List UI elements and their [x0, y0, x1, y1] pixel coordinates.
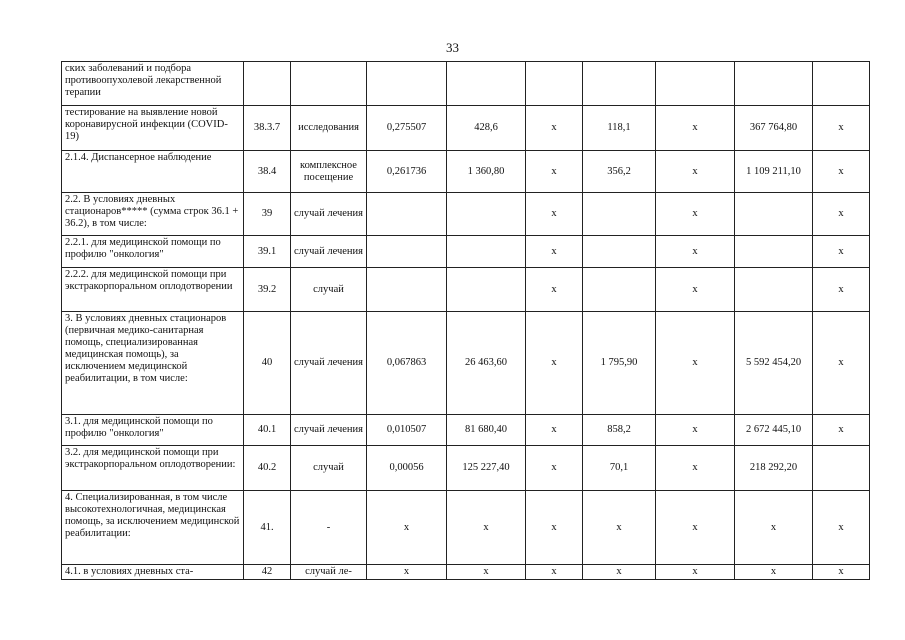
cell-col-x-3: x [813, 565, 870, 580]
cell-volume-norm [367, 62, 447, 106]
cell-col-x-2: x [656, 268, 735, 312]
cell-col-x-3: x [813, 151, 870, 193]
cell-volume-norm [367, 193, 447, 236]
cell-row-code: 38.3.7 [244, 106, 291, 151]
cell-volume-norm: 0,067863 [367, 312, 447, 415]
cell-volume-norm: x [367, 491, 447, 565]
cell-col-x-3: x [813, 491, 870, 565]
cell-per-capita-norm [583, 62, 656, 106]
cell-total-cost [735, 268, 813, 312]
cell-col-x-3: x [813, 415, 870, 446]
cell-service-name: 2.2.2. для медицинской помощи при экстракорпоральном оплодотворении [62, 268, 244, 312]
table-row [62, 415, 870, 446]
cell-service-name: 3. В условиях дневных стационаров (первичная медико-санитарная помощь, специализированная медицинская помощь), за исключением медицинской реабилитации, в том числе: [62, 312, 244, 415]
cell-cost-norm: x [447, 491, 526, 565]
cell-total-cost [735, 62, 813, 106]
cell-volume-norm: 0,00056 [367, 446, 447, 491]
cell-per-capita-norm: 118,1 [583, 106, 656, 151]
cell-row-code: 41. [244, 491, 291, 565]
cell-col-x-1: x [526, 491, 583, 565]
table-row [62, 565, 870, 580]
cell-unit: комплексное посещение [291, 151, 367, 193]
cell-col-x-1: x [526, 106, 583, 151]
cell-per-capita-norm: 1 795,90 [583, 312, 656, 415]
cell-unit: - [291, 491, 367, 565]
cell-cost-norm: 81 680,40 [447, 415, 526, 446]
cell-row-code: 39 [244, 193, 291, 236]
cell-unit: случай лечения [291, 415, 367, 446]
cell-col-x-2: x [656, 151, 735, 193]
cell-service-name: ских заболеваний и подбора противоопухолевой лекарственной терапии [62, 62, 244, 106]
cell-col-x-1: x [526, 236, 583, 268]
cell-col-x-3: x [813, 268, 870, 312]
cell-col-x-2: x [656, 565, 735, 580]
cell-total-cost: 5 592 454,20 [735, 312, 813, 415]
table-body [62, 62, 870, 580]
cell-col-x-2: x [656, 236, 735, 268]
cell-total-cost: x [735, 565, 813, 580]
table-row [62, 193, 870, 236]
cell-col-x-1: x [526, 151, 583, 193]
cell-unit: случай лечения [291, 312, 367, 415]
cell-per-capita-norm: x [583, 491, 656, 565]
page-number: 33 [446, 40, 459, 55]
cell-col-x-1: x [526, 415, 583, 446]
cell-cost-norm: 428,6 [447, 106, 526, 151]
cell-per-capita-norm: 356,2 [583, 151, 656, 193]
cell-col-x-1: x [526, 565, 583, 580]
tariff-table [61, 61, 870, 580]
cell-volume-norm [367, 268, 447, 312]
cell-total-cost: x [735, 491, 813, 565]
cell-col-x-2: x [656, 312, 735, 415]
cell-service-name: 2.1.4. Диспансерное наблюдение [62, 151, 244, 193]
cell-total-cost [735, 236, 813, 268]
table-row [62, 491, 870, 565]
cell-total-cost [735, 193, 813, 236]
cell-service-name: 2.2. В условиях дневных стационаров***** (сумма строк 36.1 + 36.2), в том числе: [62, 193, 244, 236]
table-row [62, 62, 870, 106]
cell-per-capita-norm [583, 268, 656, 312]
cell-unit [291, 62, 367, 106]
cell-cost-norm: x [447, 565, 526, 580]
cell-row-code: 42 [244, 565, 291, 580]
cell-col-x-2: x [656, 446, 735, 491]
cell-row-code: 40.1 [244, 415, 291, 446]
table-row [62, 236, 870, 268]
cell-col-x-3: x [813, 193, 870, 236]
cell-cost-norm: 26 463,60 [447, 312, 526, 415]
cell-service-name: 4. Специализированная, в том числе высокотехнологичная, медицинская помощь, за исключением медицинской реабилитации: [62, 491, 244, 565]
cell-service-name: 2.2.1. для медицинской помощи по профилю "онкология" [62, 236, 244, 268]
cell-row-code [244, 62, 291, 106]
cell-row-code: 40.2 [244, 446, 291, 491]
cell-cost-norm [447, 62, 526, 106]
cell-service-name: 3.1. для медицинской помощи по профилю "онкология" [62, 415, 244, 446]
cell-total-cost: 218 292,20 [735, 446, 813, 491]
cell-unit: случай лечения [291, 193, 367, 236]
cell-unit: исследования [291, 106, 367, 151]
cell-col-x-3 [813, 62, 870, 106]
cell-service-name: 3.2. для медицинской помощи при экстракорпоральном оплодотворении: [62, 446, 244, 491]
cell-unit: случай ле- [291, 565, 367, 580]
cell-col-x-3: x [813, 106, 870, 151]
cell-total-cost: 1 109 211,10 [735, 151, 813, 193]
cell-service-name: 4.1. в условиях дневных ста- [62, 565, 244, 580]
cell-total-cost: 367 764,80 [735, 106, 813, 151]
cell-service-name: тестирование на выявление новой коронавирусной инфекции (COVID-19) [62, 106, 244, 151]
cell-col-x-1: x [526, 268, 583, 312]
table-row [62, 151, 870, 193]
cell-row-code: 39.1 [244, 236, 291, 268]
cell-volume-norm: x [367, 565, 447, 580]
cell-col-x-2: x [656, 491, 735, 565]
table-row [62, 268, 870, 312]
cell-unit: случай [291, 446, 367, 491]
table-row [62, 106, 870, 151]
table-row [62, 446, 870, 491]
cell-col-x-2 [656, 62, 735, 106]
cell-unit: случай [291, 268, 367, 312]
cell-cost-norm: 1 360,80 [447, 151, 526, 193]
cell-col-x-3 [813, 446, 870, 491]
cell-volume-norm [367, 236, 447, 268]
cell-unit: случай лечения [291, 236, 367, 268]
cell-col-x-3: x [813, 312, 870, 415]
cell-volume-norm: 0,010507 [367, 415, 447, 446]
cell-volume-norm: 0,261736 [367, 151, 447, 193]
cell-cost-norm [447, 268, 526, 312]
cell-cost-norm [447, 236, 526, 268]
cell-col-x-2: x [656, 193, 735, 236]
cell-col-x-1 [526, 62, 583, 106]
cell-row-code: 40 [244, 312, 291, 415]
cell-cost-norm: 125 227,40 [447, 446, 526, 491]
cell-cost-norm [447, 193, 526, 236]
cell-per-capita-norm: 70,1 [583, 446, 656, 491]
cell-per-capita-norm [583, 236, 656, 268]
cell-col-x-2: x [656, 415, 735, 446]
cell-col-x-1: x [526, 193, 583, 236]
cell-col-x-2: x [656, 106, 735, 151]
cell-per-capita-norm: 858,2 [583, 415, 656, 446]
cell-per-capita-norm: x [583, 565, 656, 580]
cell-volume-norm: 0,275507 [367, 106, 447, 151]
cell-row-code: 38.4 [244, 151, 291, 193]
cell-row-code: 39.2 [244, 268, 291, 312]
table-row [62, 312, 870, 415]
cell-col-x-1: x [526, 446, 583, 491]
cell-col-x-3: x [813, 236, 870, 268]
cell-per-capita-norm [583, 193, 656, 236]
cell-total-cost: 2 672 445,10 [735, 415, 813, 446]
cell-col-x-1: x [526, 312, 583, 415]
